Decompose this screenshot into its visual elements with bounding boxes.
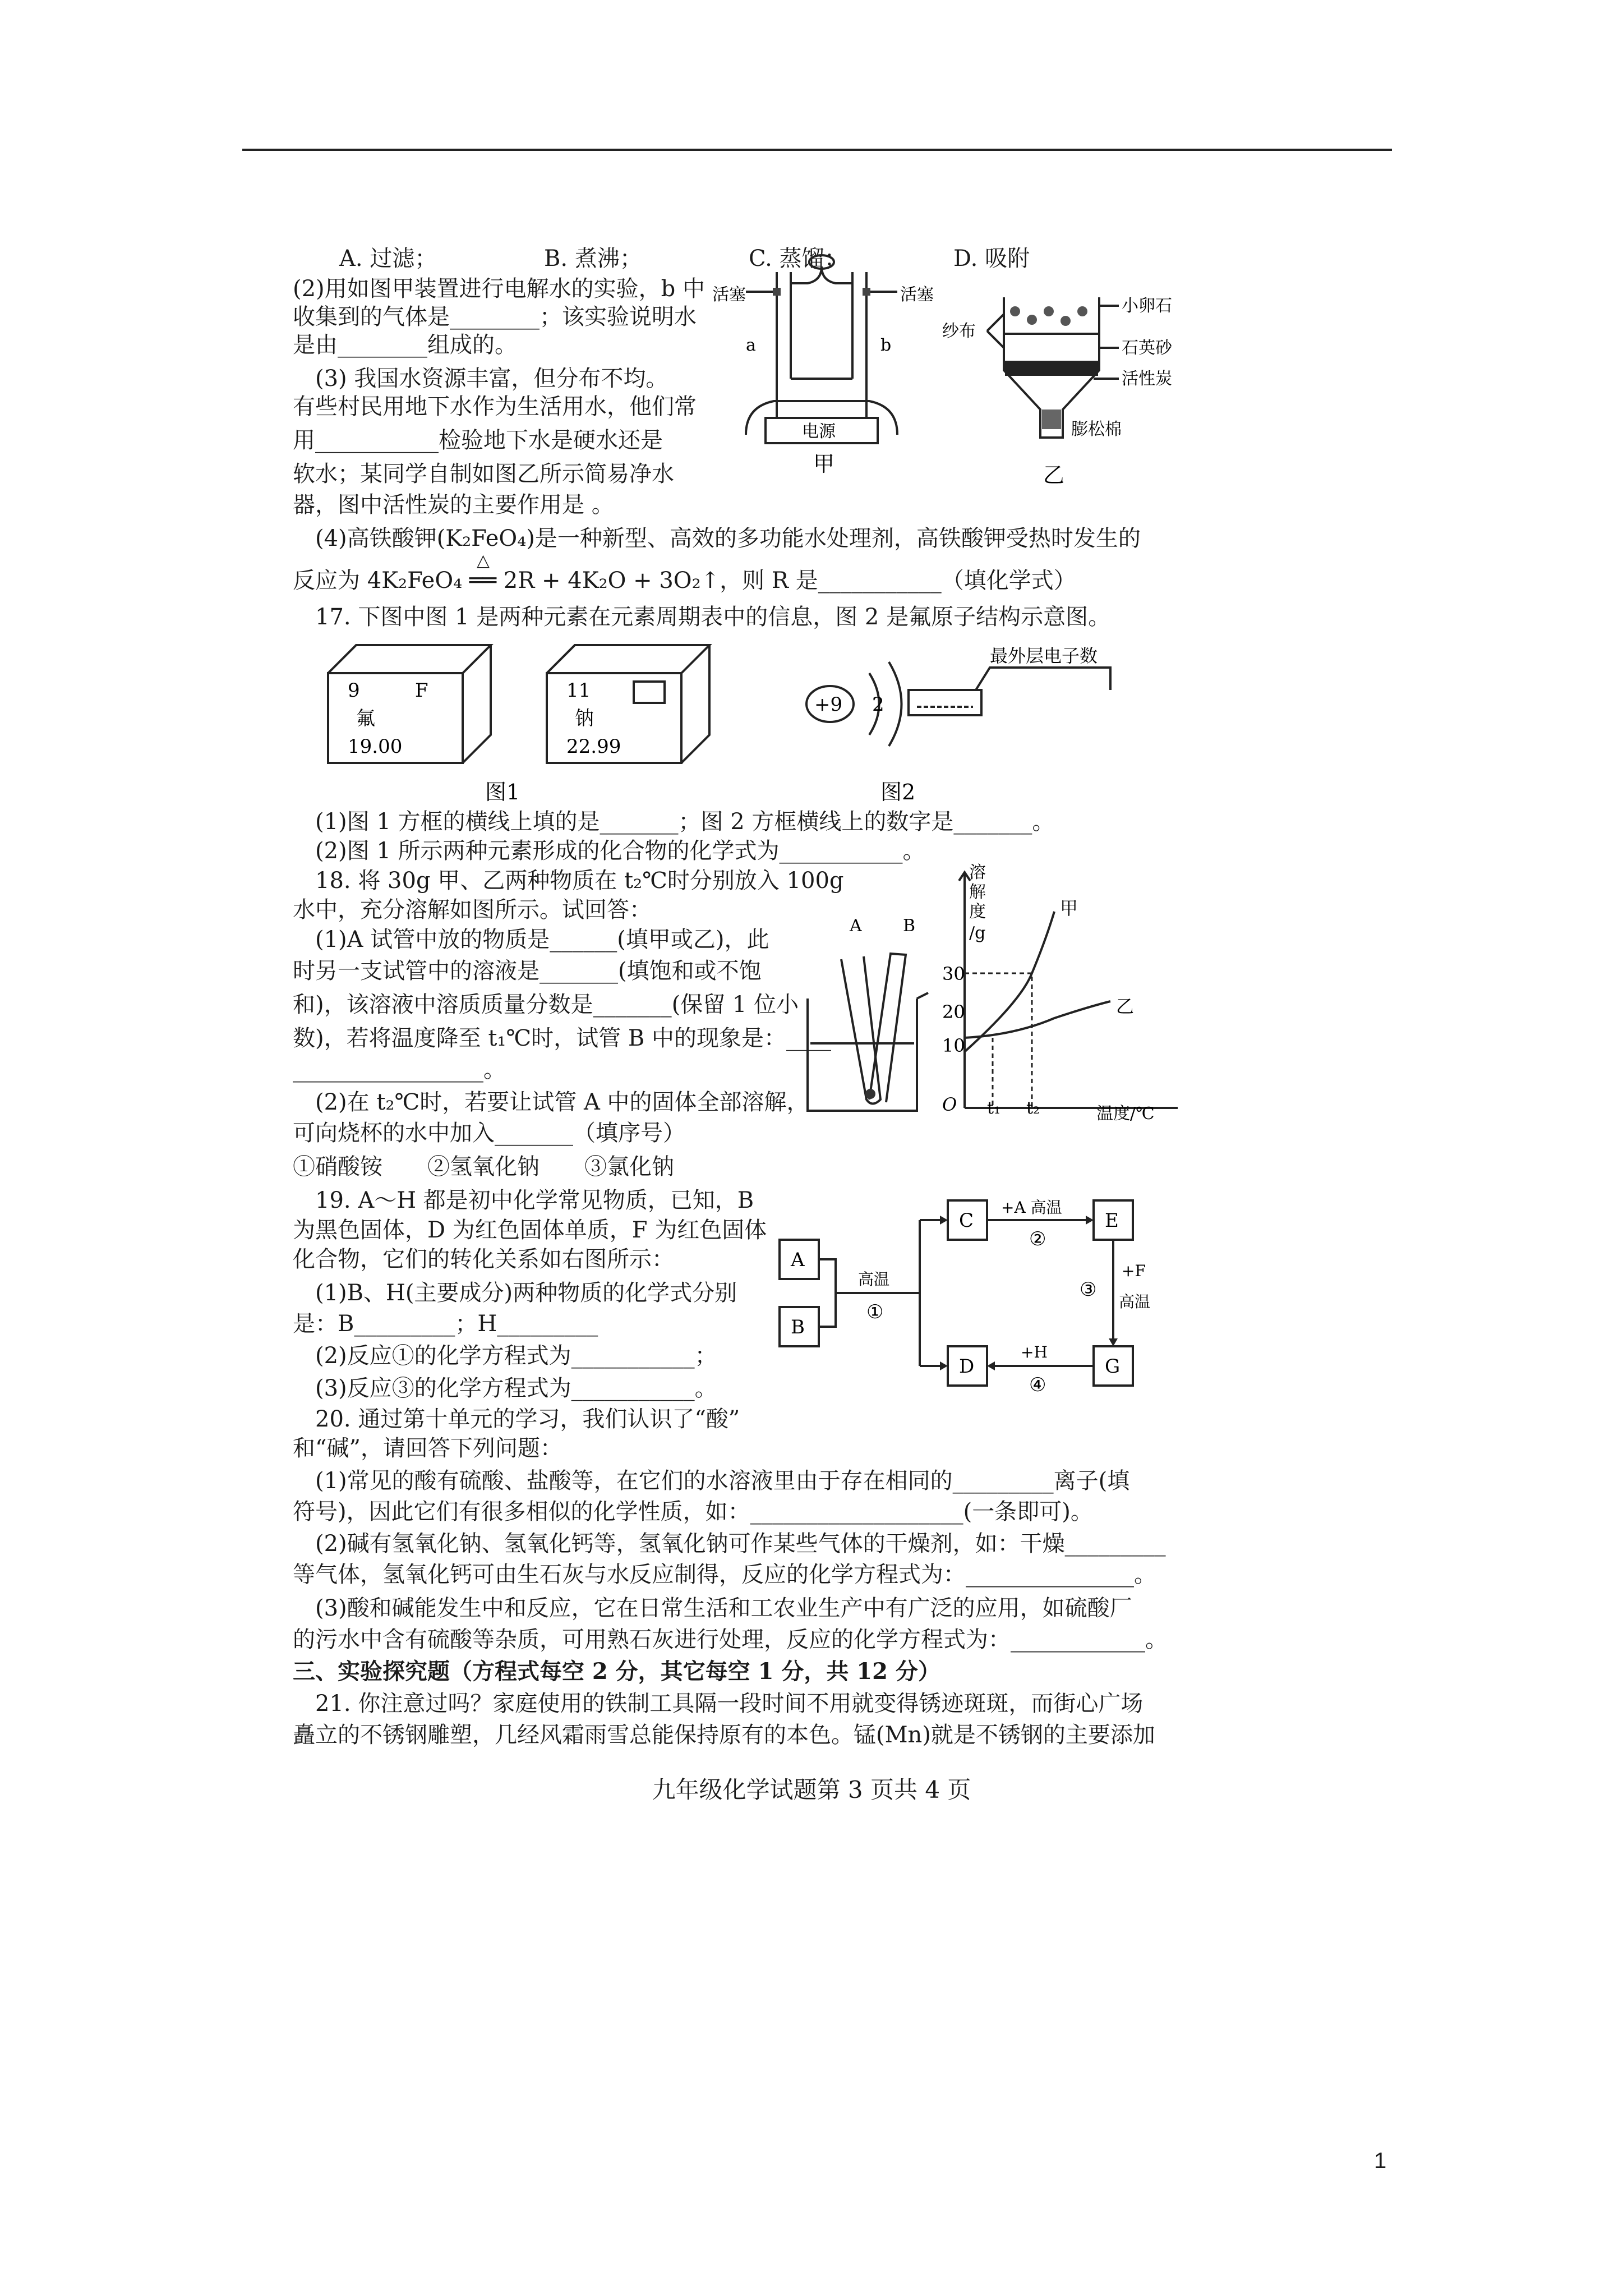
fig1-caption: 图1 — [485, 780, 520, 804]
el2-name: 钠 — [575, 707, 594, 730]
page-number: 1 — [1374, 2148, 1387, 2173]
text-line: 20. 通过第十单元的学习，我们认识了“酸” — [315, 1406, 740, 1432]
ytick-30: 30 — [942, 963, 965, 984]
fig2-caption: 图2 — [880, 780, 916, 804]
text-line: ①硝酸铵 ②氢氧化钠 ③氯化钠 — [293, 1154, 674, 1180]
el2-number: 11 — [566, 679, 591, 702]
q21-line1: 21. 你注意过吗？家庭使用的铁制工具隔一段时间不用就变得锈迹斑斑，而街心广场 — [315, 1691, 1144, 1717]
y-axis-label-1: 溶 — [969, 863, 986, 882]
text-line: 和“碱”，请回答下列问题： — [293, 1435, 562, 1461]
r2-number: ② — [1029, 1228, 1046, 1250]
text-line: 软水；某同学自制如图乙所示简易净水 — [293, 461, 674, 487]
text-line: (2)碱有氢氧化钠、氢氧化钙等，氢氧化钠可作某些气体的干燥剂，如：干燥_________ — [315, 1531, 1166, 1557]
figure1-periodic-cells — [322, 639, 782, 808]
text-line: 和)，该溶液中溶质质量分数是_______(保留 1 位小 — [293, 992, 799, 1018]
q17-stem: 17. 下图中图 1 是两种元素在元素周期表中的信息，图 2 是氟原子结构示意图。 — [315, 604, 1111, 630]
y-axis-label-4: /g — [969, 923, 986, 943]
nucleus-charge: +9 — [814, 693, 843, 716]
node-d: D — [959, 1355, 975, 1378]
outer-shell-label: 最外层电子数 — [990, 645, 1098, 666]
node-e: E — [1105, 1209, 1119, 1232]
series-jia-label: 甲 — [1060, 898, 1078, 919]
r4-condition: +H — [1021, 1343, 1048, 1361]
jia-label-power: 电源 — [802, 422, 836, 441]
heat-sign: △ — [477, 551, 490, 570]
text-line: 化合物，它们的转化关系如右图所示： — [293, 1246, 674, 1272]
node-b: B — [791, 1316, 805, 1338]
option-a: A. 过滤； — [339, 246, 437, 272]
q19-conversion-diagram — [774, 1195, 1178, 1419]
node-a: A — [791, 1249, 805, 1271]
q17-part2: (2)图 1 所示两种元素形成的化合物的化学式为___________。 — [315, 838, 925, 864]
yi-caption: 乙 — [1043, 463, 1065, 487]
text-line: 收集到的气体是________；该实验说明水 — [293, 304, 697, 330]
xtick-t1: t₁ — [987, 1098, 1001, 1118]
text-line: _________________。 — [293, 1057, 506, 1083]
page-footer: 九年级化学试题第 3 页共 4 页 — [652, 1776, 971, 1803]
text-line: 18. 将 30g 甲、乙两种物质在 t₂℃时分别放入 100g — [315, 868, 844, 894]
el1-symbol: F — [415, 679, 428, 702]
tube-label-a: A — [850, 916, 862, 936]
r4-number: ④ — [1029, 1374, 1046, 1396]
node-g: G — [1105, 1355, 1121, 1378]
shell1-electrons: 2 — [872, 693, 884, 716]
r1-number: ① — [866, 1301, 884, 1323]
el1-number: 9 — [348, 679, 360, 702]
q16-part4-line1: (4)高铁酸钾(K₂FeO₄)是一种新型、高效的多功能水处理剂，高铁酸钾受热时发生的 — [315, 526, 1141, 551]
xtick-t2: t₂ — [1026, 1098, 1040, 1118]
text-line: 水中，充分溶解如图所示。试回答： — [293, 897, 652, 923]
text-line: (2)反应①的化学方程式为___________； — [315, 1343, 717, 1369]
jia-caption: 甲 — [813, 452, 835, 476]
jia-label-valve-left: 活塞 — [712, 285, 746, 305]
option-d: D. 吸附 — [953, 246, 1030, 272]
text-line: 是：B_________；H_________ — [293, 1311, 598, 1337]
origin-label: O — [942, 1094, 957, 1115]
node-c: C — [959, 1209, 974, 1232]
yi-label-cloth: 纱布 — [942, 321, 976, 341]
text-line: 可向烧杯的水中加入_______（填序号） — [293, 1120, 685, 1146]
yi-layer-sand: 石英砂 — [1122, 338, 1172, 358]
text-line: 数)，若将温度降至 t₁℃时，试管 B 中的现象是：____ — [293, 1025, 831, 1051]
option-b: B. 煮沸； — [544, 246, 642, 272]
yi-layer-cotton: 膨松棉 — [1071, 420, 1122, 439]
x-axis-label: 温度/℃ — [1096, 1104, 1155, 1124]
text-line: (2)在 t₂℃时，若要让试管 A 中的固体全部溶解， — [315, 1089, 809, 1115]
text-line: (3)酸和碱能发生中和反应，它在日常生活和工农业生产中有广泛的应用，如硫酸厂 — [315, 1595, 1132, 1621]
text-line: 19. A～H 都是初中化学常见物质，已知，B — [315, 1188, 754, 1213]
y-axis-label-2: 解 — [969, 882, 986, 902]
el1-name: 氟 — [356, 707, 375, 730]
text-line: 符号)，因此它们有很多相似的化学性质，如：___________________(一条即可)。 — [293, 1499, 1093, 1525]
el2-mass: 22.99 — [566, 735, 621, 758]
yi-layer-pebbles: 小卵石 — [1122, 296, 1172, 316]
figure-yi-water-filter — [942, 280, 1178, 505]
r3-condition: +F — [1122, 1262, 1146, 1280]
series-yi-label: 乙 — [1116, 996, 1135, 1017]
text-line: (1)A 试管中放的物质是______(填甲或乙)，此 — [315, 927, 769, 953]
y-axis-label-3: 度 — [969, 902, 986, 922]
ytick-10: 10 — [942, 1035, 965, 1056]
text-line: (3) 我国水资源丰富，但分布不均。 — [315, 366, 668, 392]
jia-label-a: a — [746, 335, 756, 355]
text-line: 的污水中含有硫酸等杂质，可用熟石灰进行处理，反应的化学方程式为：____________。 — [293, 1627, 1168, 1653]
figure-beaker-tubes — [796, 914, 931, 1128]
text-line: 器，图中活性炭的主要作用是 。 — [293, 492, 614, 518]
yi-layer-carbon: 活性炭 — [1122, 369, 1172, 389]
text-line: 等气体，氢氧化钙可由生石灰与水反应制得，反应的化学方程式为：_______________。 — [293, 1562, 1156, 1588]
option-c: C. 蒸馏； — [749, 246, 847, 272]
q16-part4-line2: 反应为 4K₂FeO₄ ══ 2R + 4K₂O + 3O₂↑，则 R 是___________（填化学式） — [293, 568, 1076, 593]
header-rule — [242, 149, 1392, 151]
section-3-heading: 三、实验探究题（方程式每空 2 分，其它每空 1 分，共 12 分） — [293, 1658, 940, 1685]
jia-label-b: b — [880, 335, 892, 355]
text-line: (1)常见的酸有硫酸、盐酸等，在它们的水溶液里由于存在相同的_________离子(填 — [315, 1468, 1130, 1494]
figure-jia-electrolysis — [712, 250, 948, 474]
el1-mass: 19.00 — [348, 735, 403, 758]
q17-part1: (1)图 1 方框的横线上填的是_______；图 2 方框横线上的数字是_______。 — [315, 809, 1055, 835]
text-line: 是由________组成的。 — [293, 332, 517, 358]
solubility-curve-graph — [942, 855, 1189, 1124]
r3-condition2: 高温 — [1119, 1292, 1151, 1311]
text-line: 为黑色固体，D 为红色固体单质，F 为红色固体 — [293, 1217, 767, 1243]
text-line: (1)B、H(主要成分)两种物质的化学式分别 — [315, 1280, 737, 1306]
r1-condition: 高温 — [858, 1270, 890, 1289]
r2-condition: +A 高温 — [1001, 1198, 1062, 1217]
text-line: (2)用如图甲装置进行电解水的实验，b 中 — [293, 276, 705, 302]
text-line: (3)反应③的化学方程式为___________。 — [315, 1375, 717, 1401]
tube-label-b: B — [903, 916, 916, 936]
text-line: 时另一支试管中的溶液是_______(填饱和或不饱 — [293, 958, 762, 984]
r3-number: ③ — [1080, 1278, 1097, 1301]
ytick-20: 20 — [942, 1001, 965, 1023]
text-line: 用___________检验地下水是硬水还是 — [293, 427, 663, 453]
text-line: 有些村民用地下水作为生活用水，他们常 — [293, 394, 697, 420]
figure2-fluorine-atom — [785, 639, 1178, 808]
q21-line2: 矗立的不锈钢雕塑，几经风霜雨雪总能保持原有的本色。锰(Mn)就是不锈钢的主要添加 — [293, 1722, 1155, 1748]
jia-label-valve-right: 活塞 — [900, 285, 934, 305]
